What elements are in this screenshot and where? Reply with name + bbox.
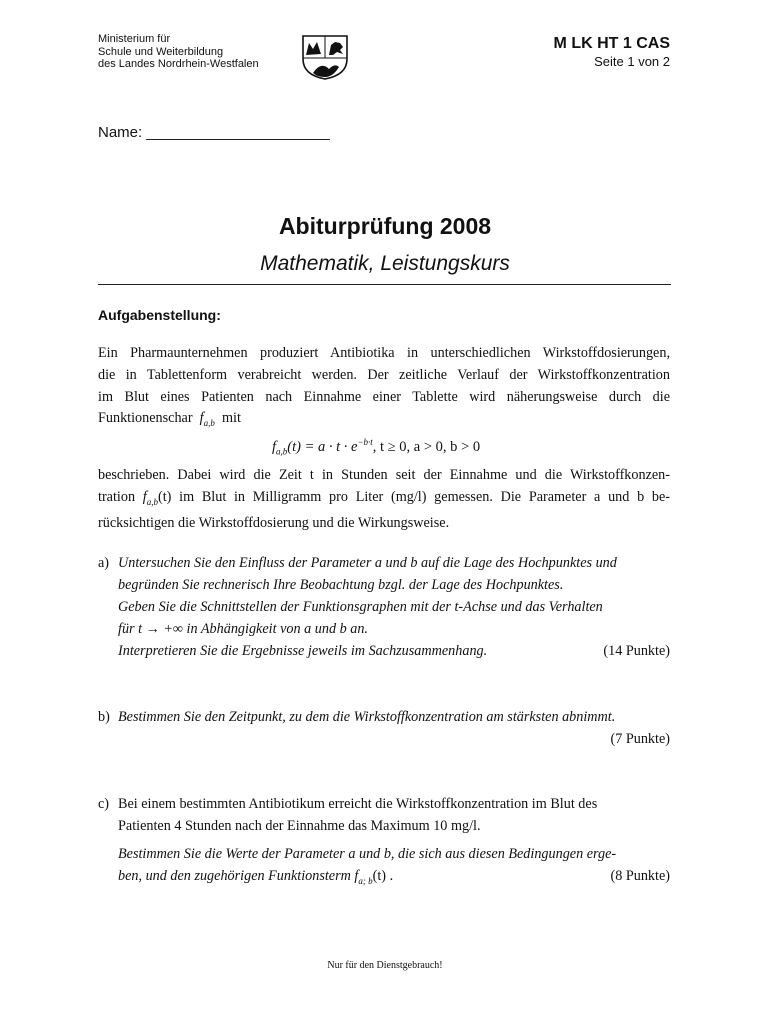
task-c-line-1: Bei einem bestimmten Antibiotikum erreicht die Wirkstoffkonzentration im Blut des: [118, 796, 598, 812]
task-a-line-1: Untersuchen Sie den Einfluss der Parameter a und b auf die Lage des Hochpunktes und: [118, 555, 617, 571]
function-formula: $f_{a,b}(t) = a \cdot t \cdot e^{-b\cdot t}$, t ≥ 0, a > 0, b > 0: [272, 437, 481, 457]
task-b-line-1: Bestimmen Sie den Zeitpunkt, zu dem die Wirkstoffkonzentration am stärksten abnimmt.: [118, 709, 616, 725]
description-paragraph: [98, 465, 670, 535]
footer-note: Nur für den Dienstgebrauch!: [327, 960, 443, 971]
intro-line-1: Ein Pharmaunternehmen produziert Antibiotika in unterschiedlichen Wirkstoffdosierungen,: [98, 345, 670, 361]
after-line-2: tration $f_{a,b}(t)$ im Blut in Milligramm pro Liter (mg/l) gemessen. Die Parameter a und b be-: [98, 488, 671, 507]
section-heading: Aufgabenstellung:: [98, 307, 221, 323]
task-a-line-2: begründen Sie rechnerisch Ihre Beobachtung bzgl. der Lage des Hochpunktes.: [118, 577, 564, 593]
page-title: Abiturprüfung 2008: [278, 213, 492, 239]
intro-paragraph: [98, 343, 670, 435]
task-c: [98, 793, 670, 892]
task-b-points: (7 Punkte): [610, 731, 670, 747]
task-a-line-4: für t → +∞ in Abhängigkeit von a und b an.: [118, 621, 368, 637]
task-b-letter: b): [98, 709, 110, 725]
name-field[interactable]: Name: ______________________: [98, 124, 330, 141]
ministry-name: [98, 33, 259, 71]
intro-line-3: im Blut eines Patienten nach Einnahme einer Tablette wird näherungsweise durch die: [98, 388, 670, 405]
task-c-letter: c): [98, 796, 110, 812]
coat-of-arms-icon: [299, 33, 351, 81]
task-a-line-3: Geben Sie die Schnittstellen der Funktionsgraphen mit der t-Achse und das Verhalten: [118, 599, 603, 615]
task-b: [98, 706, 670, 750]
ministry-line-1: Ministerium für: [98, 33, 171, 45]
function-symbol: $f_{a,b}$: [199, 410, 215, 429]
ministry-line-3: des Landes Nordrhein-Westfalen: [98, 58, 259, 70]
intro-line-4: Funktionenschar $f_{a,b}$ mit: [98, 410, 241, 429]
page-subtitle: Mathematik, Leistungskurs: [260, 252, 510, 275]
task-a-letter: a): [98, 555, 110, 571]
task-c-line-2: Patienten 4 Stunden nach der Einnahme das Maximum 10 mg/l.: [118, 818, 481, 834]
task-a-line-5: Interpretieren Sie die Ergebnisse jeweils im Sachzusammenhang.: [118, 643, 488, 659]
exam-code: M LK HT 1 CAS: [553, 35, 670, 52]
after-line-1: beschrieben. Dabei wird die Zeit t in Stunden seit der Einnahme und die Wirkstoffkonzen-: [98, 467, 670, 483]
task-c-points: (8 Punkte): [610, 868, 670, 884]
title-divider: [98, 284, 671, 285]
after-line-3: rücksichtigen die Wirkstoffdosierung und die Wirkungsweise.: [98, 515, 450, 532]
task-c-line-3: Bestimmen Sie die Werte der Parameter a und b, die sich aus diesen Bedingungen erge-: [118, 846, 617, 862]
task-a-points: (14 Punkte): [603, 643, 670, 659]
intro-line-2: die in Tablettenform verabreicht werden. Der zeitliche Verlauf der Wirkstoffkonzentration: [98, 366, 670, 383]
page-number: Seite 1 von 2: [594, 54, 670, 69]
task-a: [98, 552, 670, 662]
ministry-line-2: Schule und Weiterbildung: [98, 45, 224, 58]
task-c-line-4: ben, und den zugehörigen Funktionsterm $f_{a; b}(t)$ .: [118, 868, 394, 886]
